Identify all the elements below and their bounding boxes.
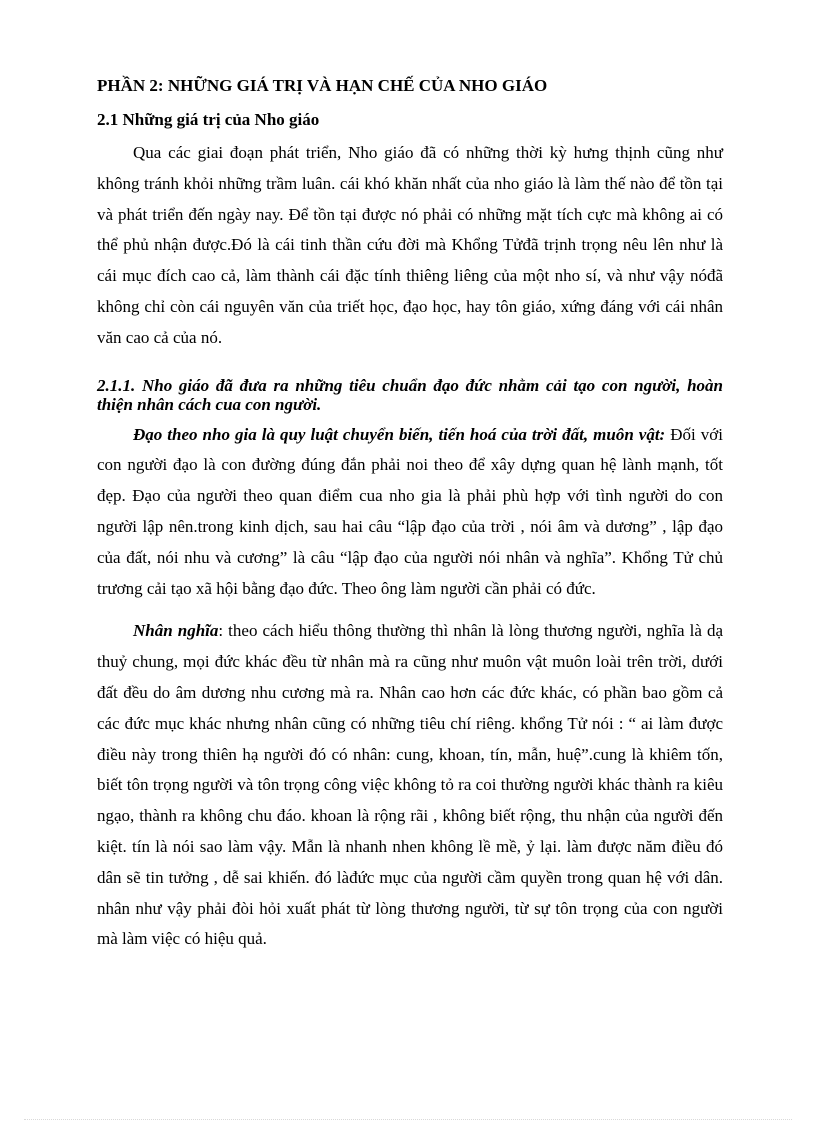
part-heading: PHẦN 2: NHỮNG GIÁ TRỊ VÀ HẠN CHẾ CỦA NHO GIÁO	[97, 76, 548, 95]
dao-lead: Đạo theo nho gia là quy luật chuyển biến, tiến hoá của trời đất, muôn vật:	[133, 424, 666, 444]
dao-text: Đối với con người đạo là con đường đúng đắn phải noi theo để xây dựng quan hệ lành mạnh, tốt đẹp. Đạo của người theo quan điểm cua nho gia là phải phù hợp với tình người do con người lập nên.trong kinh dịch, sau hai câu “lập đạo của trời , nói âm và dương” , lập đạo của đất, nói nhu và cương” là câu “lập đạo của người nói nhân và nghĩa”. Khổng Tử chủ trương cải tạo xã hội bằng đạo đức. Theo ông làm người cần phải có đức.	[97, 424, 723, 598]
page-bottom-divider	[24, 1119, 792, 1120]
nhan-nghia-lead: Nhân nghĩa	[133, 621, 219, 641]
document-body	[97, 74, 723, 955]
intro-paragraph: Qua các giai đoạn phát triển, Nho giáo đã có những thời kỳ hưng thịnh cũng như không tránh khỏi những trầm luân. cái khó khăn nhất của nho giáo là làm thế nào để tồn tại và phát triển đến ngày nay. Để tồn tại được nó phải có những mặt tích cực mà không ai có thể phủ nhận được.Đó là cái tinh thần cứu đời mà Khổng Tửđã trịnh trọng nêu lên như là cái mục đích cao cả, làm thành cái đặc tính thiêng liêng của một nho sí, và như vậy nóđã không chỉ còn cái nguyên văn của triết học, đạo học, hay tôn giáo, xứng đáng với cái nhân văn cao cả của nó.	[97, 143, 723, 347]
nhan-nghia-text: : theo cách hiểu thông thường thì nhân là lòng thương người, nghĩa là dạ thuỷ chung, mọi đức khác đều từ nhân mà ra cũng như muôn vật muôn loài trên trời, dưới đất đều do âm dương nhu cương mà ra. Nhân cao hơn các đức khác, có phần bao gồm cả các đức mục khác nhưng nhân cũng có những tiêu chí riêng. khổng Tử nói : “ ai làm được điều này trong thiên hạ người đó có nhân: cung, khoan, tín, mẫn, huệ”.cung là khiêm tốn, biết tôn trọng người và tôn trọng công việc không tỏ ra coi thường người khác thành ra kiêu ngạo, thành ra không chu đáo. khoan là rộng rãi , không biết rộng, thu nhận của người đến kiệt. tín là nói sao làm vậy. Mẫn là nhanh nhen không lề mề, ỷ lại. làm được năm điều đó dân sẽ tin tưởng , dễ sai khiến. đó làđức mục của người cầm quyền trong quan hệ với dân. nhân như vậy phải đòi hỏi xuất phát từ lòng thương người, từ sự tôn trọng của con người mà làm việc có hiệu quả.	[97, 621, 723, 949]
subsection-heading: 2.1.1. Nho giáo đã đưa ra những tiêu chuẩn đạo đức nhằm cải tạo con người, hoàn thiện nhân cách cua con người.	[97, 375, 723, 414]
nhan-nghia-paragraph	[97, 616, 723, 955]
dao-paragraph	[97, 420, 723, 605]
section-heading: 2.1 Những giá trị của Nho giáo	[97, 110, 320, 129]
